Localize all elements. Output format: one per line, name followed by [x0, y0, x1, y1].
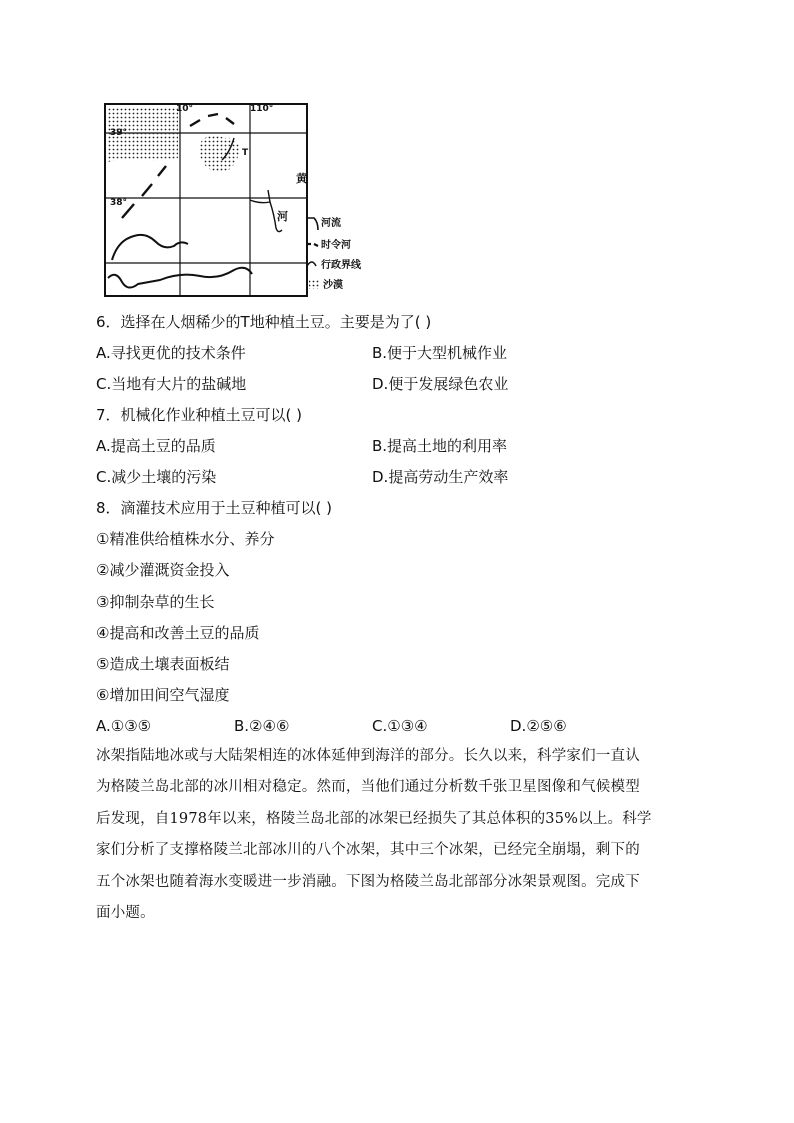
question-6-option-a: A.寻找更优的技术条件: [96, 344, 246, 362]
legend-seasonal-river: 时令河: [321, 240, 351, 251]
lat-label-2: 38°: [110, 198, 128, 208]
question-8-item: ⑤造成土壤表面板结: [96, 655, 230, 673]
passage-line: 五个冰架也随着海水变暖进一步消融。下图为格陵兰岛北部部分冰架景观图。完成下: [96, 873, 640, 890]
map-figure: [100, 100, 400, 300]
question-6-stem: 6．选择在人烟稀少的T地种植土豆。主要是为了( ): [96, 313, 432, 331]
passage-line: 家们分析了支撑格陵兰北部冰川的八个冰架，其中三个冰架，已经完全崩塌，剩下的: [96, 842, 640, 859]
question-7-option-c: C.减少土壤的污染: [96, 468, 217, 486]
question-7-option-b: B.提高土地的利用率: [372, 437, 508, 455]
map-point-t: T: [242, 148, 249, 158]
passage-line: 面小题。: [96, 905, 155, 922]
river-char-he: 河: [277, 210, 288, 223]
question-8-item: ②减少灌溉资金投入: [96, 561, 230, 579]
river-char-huang: 黄: [296, 172, 307, 185]
passage-line: 后发现，自1978年以来，格陵兰岛北部的冰架已经损失了其总体积的35%以上。科学: [96, 810, 652, 827]
question-7-stem: 7．机械化作业种植土豆可以( ): [96, 406, 303, 424]
question-8-option-b: B.②④⑥: [234, 717, 290, 735]
legend-desert: 沙漠: [323, 280, 343, 291]
question-8-option-a: A.①③⑤: [96, 717, 152, 735]
passage-line: 冰架指陆地冰或与大陆架相连的冰体延伸到海洋的部分。长久以来，科学家们一直认: [96, 748, 640, 764]
boundary-line: [112, 235, 188, 260]
seasonal-river-icon: [307, 244, 318, 246]
yellow-river: [268, 190, 270, 202]
question-8-stem: 8．滴灌技术应用于土豆种植可以( ): [96, 499, 333, 517]
question-8-item: ③抑制杂草的生长: [96, 593, 215, 611]
desert-icon: [309, 280, 320, 289]
desert-area: [199, 135, 240, 172]
question-7-option-a: A.提高土豆的品质: [96, 437, 216, 455]
boundary-icon: [307, 262, 316, 266]
seasonal-river: [122, 166, 166, 218]
lon-label-1: 10°: [176, 104, 194, 114]
question-6-option-b: B.便于大型机械作业: [372, 344, 508, 362]
lat-label-1: 39°: [110, 128, 128, 138]
question-8-option-d: D.②⑤⑥: [510, 717, 567, 735]
legend-river: 河流: [321, 218, 341, 229]
seasonal-river: [190, 114, 234, 126]
question-7-option-d: D.提高劳动生产效率: [372, 468, 509, 486]
question-6-option-c: C.当地有大片的盐碱地: [96, 375, 247, 393]
river-icon: [307, 218, 318, 230]
passage-line: 为格陵兰岛北部的冰川相对稳定。然而，当他们通过分析数千张卫星图像和气候模型: [96, 779, 640, 796]
question-8-item: ④提高和改善土豆的品质: [96, 624, 260, 642]
lon-label-2: 110°: [250, 104, 274, 114]
question-8-option-c: C.①③④: [372, 717, 428, 735]
question-8-item: ⑥增加田间空气湿度: [96, 686, 230, 704]
passage: [96, 741, 700, 929]
legend-boundary: 行政界线: [321, 260, 361, 271]
question-8-item: ①精准供给植株水分、养分: [96, 530, 275, 548]
question-6-option-d: D.便于发展绿色农业: [372, 375, 509, 393]
